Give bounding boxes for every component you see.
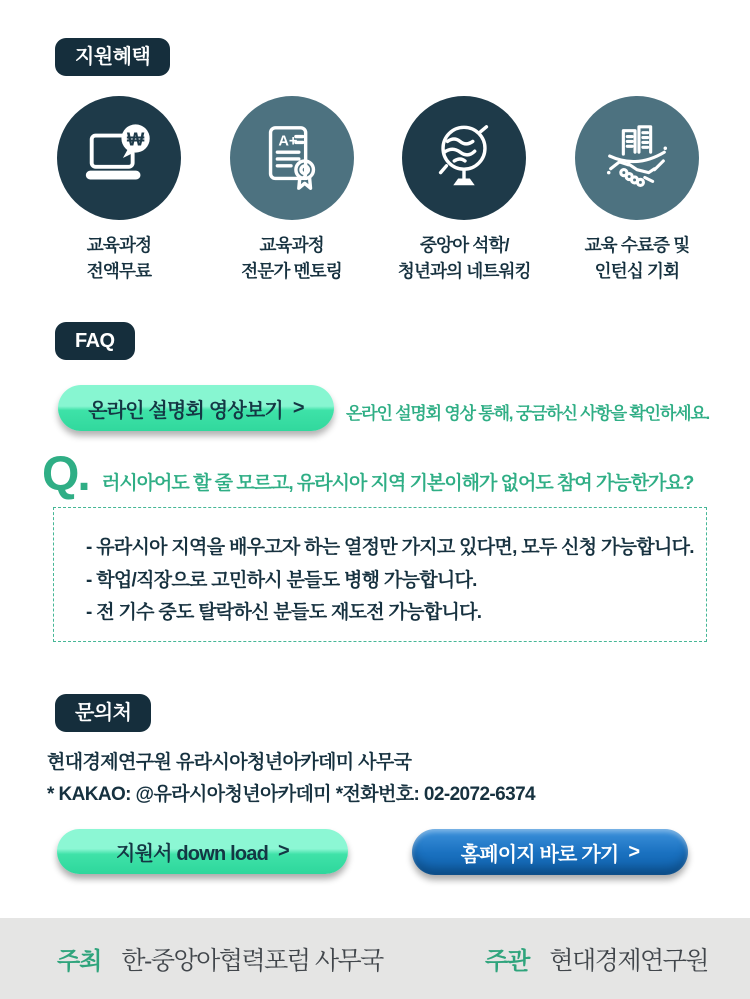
- answer-line: - 유라시아 지역을 배우고자 하는 열정만 가지고 있다면, 모두 신청 가능합니다.: [86, 537, 694, 558]
- homepage-button-label: 홈페이지 바로 가기: [460, 843, 619, 866]
- footer-organizer-group: [485, 918, 708, 999]
- organizer-name: 현대경제연구원: [549, 946, 708, 975]
- svg-text:₩: ₩: [126, 128, 145, 150]
- benefits-section-badge: 지원혜택: [55, 38, 170, 76]
- application-download-button[interactable]: [57, 829, 348, 874]
- chevron-right-icon: >: [278, 840, 289, 862]
- contact-section-badge: 문의처: [55, 694, 151, 732]
- question-mark-icon: Q.: [42, 448, 89, 501]
- host-name: 한-중앙아협력포럼 사무국: [121, 946, 383, 975]
- contact-office-line: 현대경제연구원 유라시아청년아카데미 사무국: [47, 752, 412, 773]
- faq-section-badge: FAQ: [55, 322, 135, 360]
- online-briefing-video-button[interactable]: [58, 385, 334, 431]
- footer-bar: [0, 918, 750, 999]
- download-button-label: 지원서 down load: [116, 843, 269, 865]
- svg-text:A+: A+: [278, 133, 298, 150]
- footer-host-group: [57, 918, 383, 999]
- benefit-item-mentoring: [209, 96, 375, 285]
- benefit-label: 중앙아 석학/ 청년과의 네트워킹: [397, 235, 531, 282]
- benefits-row: [36, 96, 720, 285]
- organizer-label: 주관: [485, 948, 530, 975]
- benefit-label: 교육과정 전액무료: [86, 235, 152, 282]
- handshake-icon: [575, 96, 699, 220]
- globe-icon: [402, 96, 526, 220]
- chevron-right-icon: >: [292, 396, 304, 419]
- benefit-item-internship: [554, 96, 720, 285]
- benefit-label: 교육과정 전문가 멘토링: [241, 235, 342, 282]
- homepage-link-button[interactable]: [412, 829, 688, 875]
- host-label: 주최: [57, 948, 102, 975]
- faq-question: 러시아어도 할 줄 모르고, 유라시아 지역 기본이해가 없어도 참여 가능한가요?: [102, 473, 694, 494]
- benefit-item-free-tuition: [36, 96, 202, 285]
- answer-line: - 전 기수 중도 탈락하신 분들도 재도전 가능합니다.: [86, 602, 482, 623]
- answer-line: - 학업/직장으로 고민하시 분들도 병행 가능합니다.: [86, 569, 477, 591]
- benefit-label: 교육 수료증 및 인턴십 기회: [584, 235, 690, 282]
- contact-kakao-phone-line: * KAKAO: @유라시아청년아카데미 *전화번호: 02-2072-6374: [47, 784, 536, 805]
- benefit-item-networking: [381, 96, 547, 285]
- faq-answer-box: [53, 507, 707, 642]
- video-hint-text: 온라인 설명회 영상 통해, 궁금하신 사항을 확인하세요.: [346, 404, 710, 423]
- video-button-label: 온라인 설명회 영상보기: [88, 399, 283, 422]
- laptop-won-icon: [57, 96, 181, 220]
- chevron-right-icon: >: [628, 840, 640, 863]
- certificate-icon: [230, 96, 354, 220]
